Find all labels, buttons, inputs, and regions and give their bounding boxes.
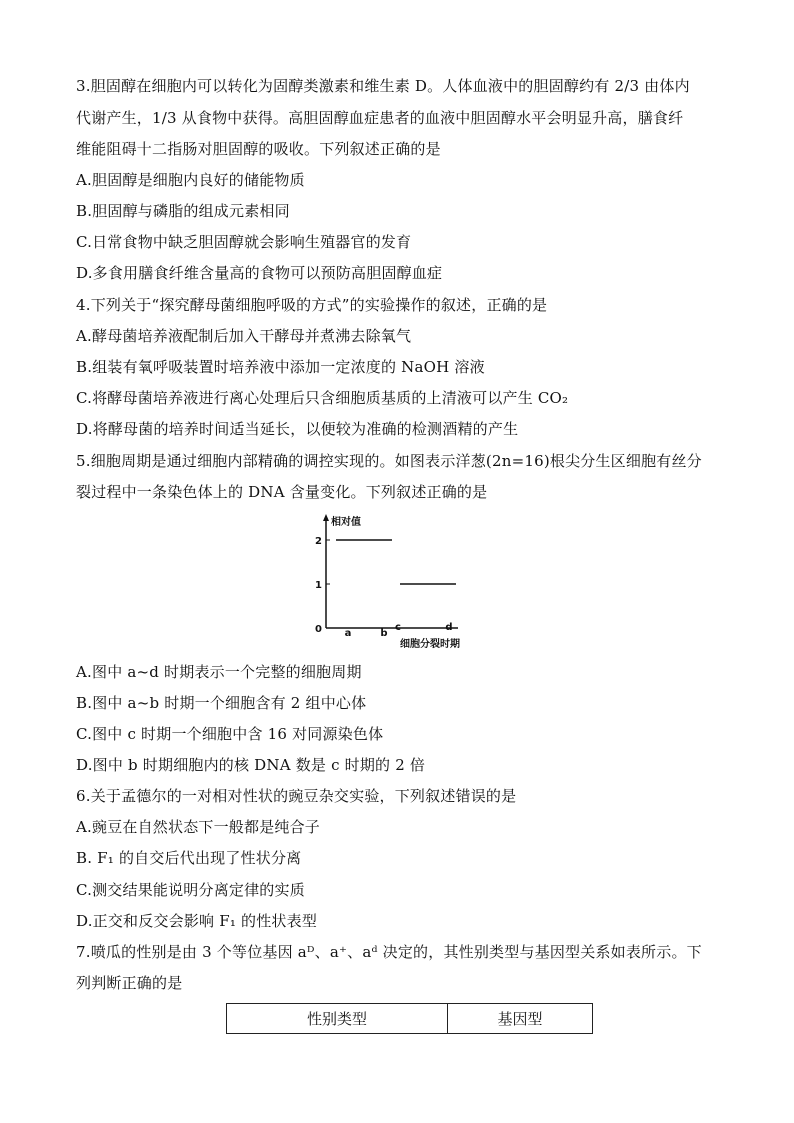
q6-option-a: A.豌豆在自然状态下一般都是纯合子 (76, 818, 321, 836)
dna-content-chart (312, 512, 482, 652)
q5-option-d: D.图中 b 时期细胞内的核 DNA 数是 c 时期的 2 倍 (76, 756, 426, 774)
q4-option-a: A.酵母菌培养液配制后加入干酵母并煮沸去除氧气 (76, 327, 412, 345)
q3-stem-line-2: 代谢产生，1/3 从食物中获得。高胆固醇血症患者的血液中胆固醇水平会明显升高，膳食纤 (76, 109, 684, 127)
q4-option-b: B.组装有氧呼吸装置时培养液中添加一定浓度的 NaOH 溶液 (76, 358, 485, 376)
q4-option-d: D.将酵母菌的培养时间适当延长，以便较为准确的检测酒精的产生 (76, 420, 519, 438)
x-tick-label-a: a (344, 628, 352, 639)
q6-option-b: B. F₁ 的自交后代出现了性状分离 (76, 849, 302, 867)
y-tick-label-0: 0 (315, 624, 322, 635)
table-header-sex-type: 性别类型 (227, 1004, 448, 1033)
q6-stem: 6.关于孟德尔的一对相对性状的豌豆杂交实验，下列叙述错误的是 (76, 787, 517, 805)
table-header-genotype: 基因型 (497, 1010, 543, 1028)
y-tick-label-2: 2 (315, 536, 322, 547)
x-tick-label-d: d (445, 622, 453, 633)
q5-option-b: B.图中 a~b 时期一个细胞含有 2 组中心体 (76, 694, 367, 712)
chart-axes (323, 514, 458, 628)
q7-stem-line-2: 列判断正确的是 (76, 974, 183, 992)
q5-stem-line-2: 裂过程中一条染色体上的 DNA 含量变化。下列叙述正确的是 (76, 483, 488, 501)
q6-option-c: C.测交结果能说明分离定律的实质 (76, 881, 305, 899)
q5-stem-line-1: 5.细胞周期是通过细胞内部精确的调控实现的。如图表示洋葱(2n=16)根尖分生区细胞有丝分 (76, 452, 702, 470)
q7-stem-line-1: 7.喷瓜的性别是由 3 个等位基因 aᴰ、a⁺、aᵈ 决定的，其性别类型与基因型关系如表所示。下 (76, 943, 702, 961)
x-axis-label: 细胞分裂时期 (400, 639, 460, 650)
q4-option-c: C.将酵母菌培养液进行离心处理后只含细胞质基质的上清液可以产生 CO₂ (76, 389, 569, 407)
q5-option-a: A.图中 a~d 时期表示一个完整的细胞周期 (76, 663, 362, 681)
q4-stem: 4.下列关于“探究酵母菌细胞呼吸的方式”的实验操作的叙述，正确的是 (76, 296, 548, 314)
q3-option-b: B.胆固醇与磷脂的组成元素相同 (76, 202, 290, 220)
y-tick-label-1: 1 (315, 580, 322, 591)
q3-stem-line-3: 维能阻碍十二指肠对胆固醇的吸收。下列叙述正确的是 (76, 140, 441, 158)
y-axis-label: 相对值 (331, 517, 361, 528)
sex-genotype-table (226, 1003, 593, 1034)
y-axis-arrow (323, 514, 329, 521)
q3-option-c: C.日常食物中缺乏胆固醇就会影响生殖器官的发育 (76, 233, 412, 251)
q3-option-d: D.多食用膳食纤维含量高的食物可以预防高胆固醇血症 (76, 264, 443, 282)
q5-option-c: C.图中 c 时期一个细胞中含 16 对同源染色体 (76, 725, 384, 743)
x-tick-label-b: b (380, 628, 388, 639)
q6-option-d: D.正交和反交会影响 F₁ 的性状表型 (76, 912, 318, 930)
x-tick-label-c: c (395, 622, 401, 633)
q3-stem-line-1: 3.胆固醇在细胞内可以转化为固醇类激素和维生素 D。人体血液中的胆固醇约有 2/3 由体内 (76, 77, 690, 95)
q3-option-a: A.胆固醇是细胞内良好的储能物质 (76, 171, 305, 189)
